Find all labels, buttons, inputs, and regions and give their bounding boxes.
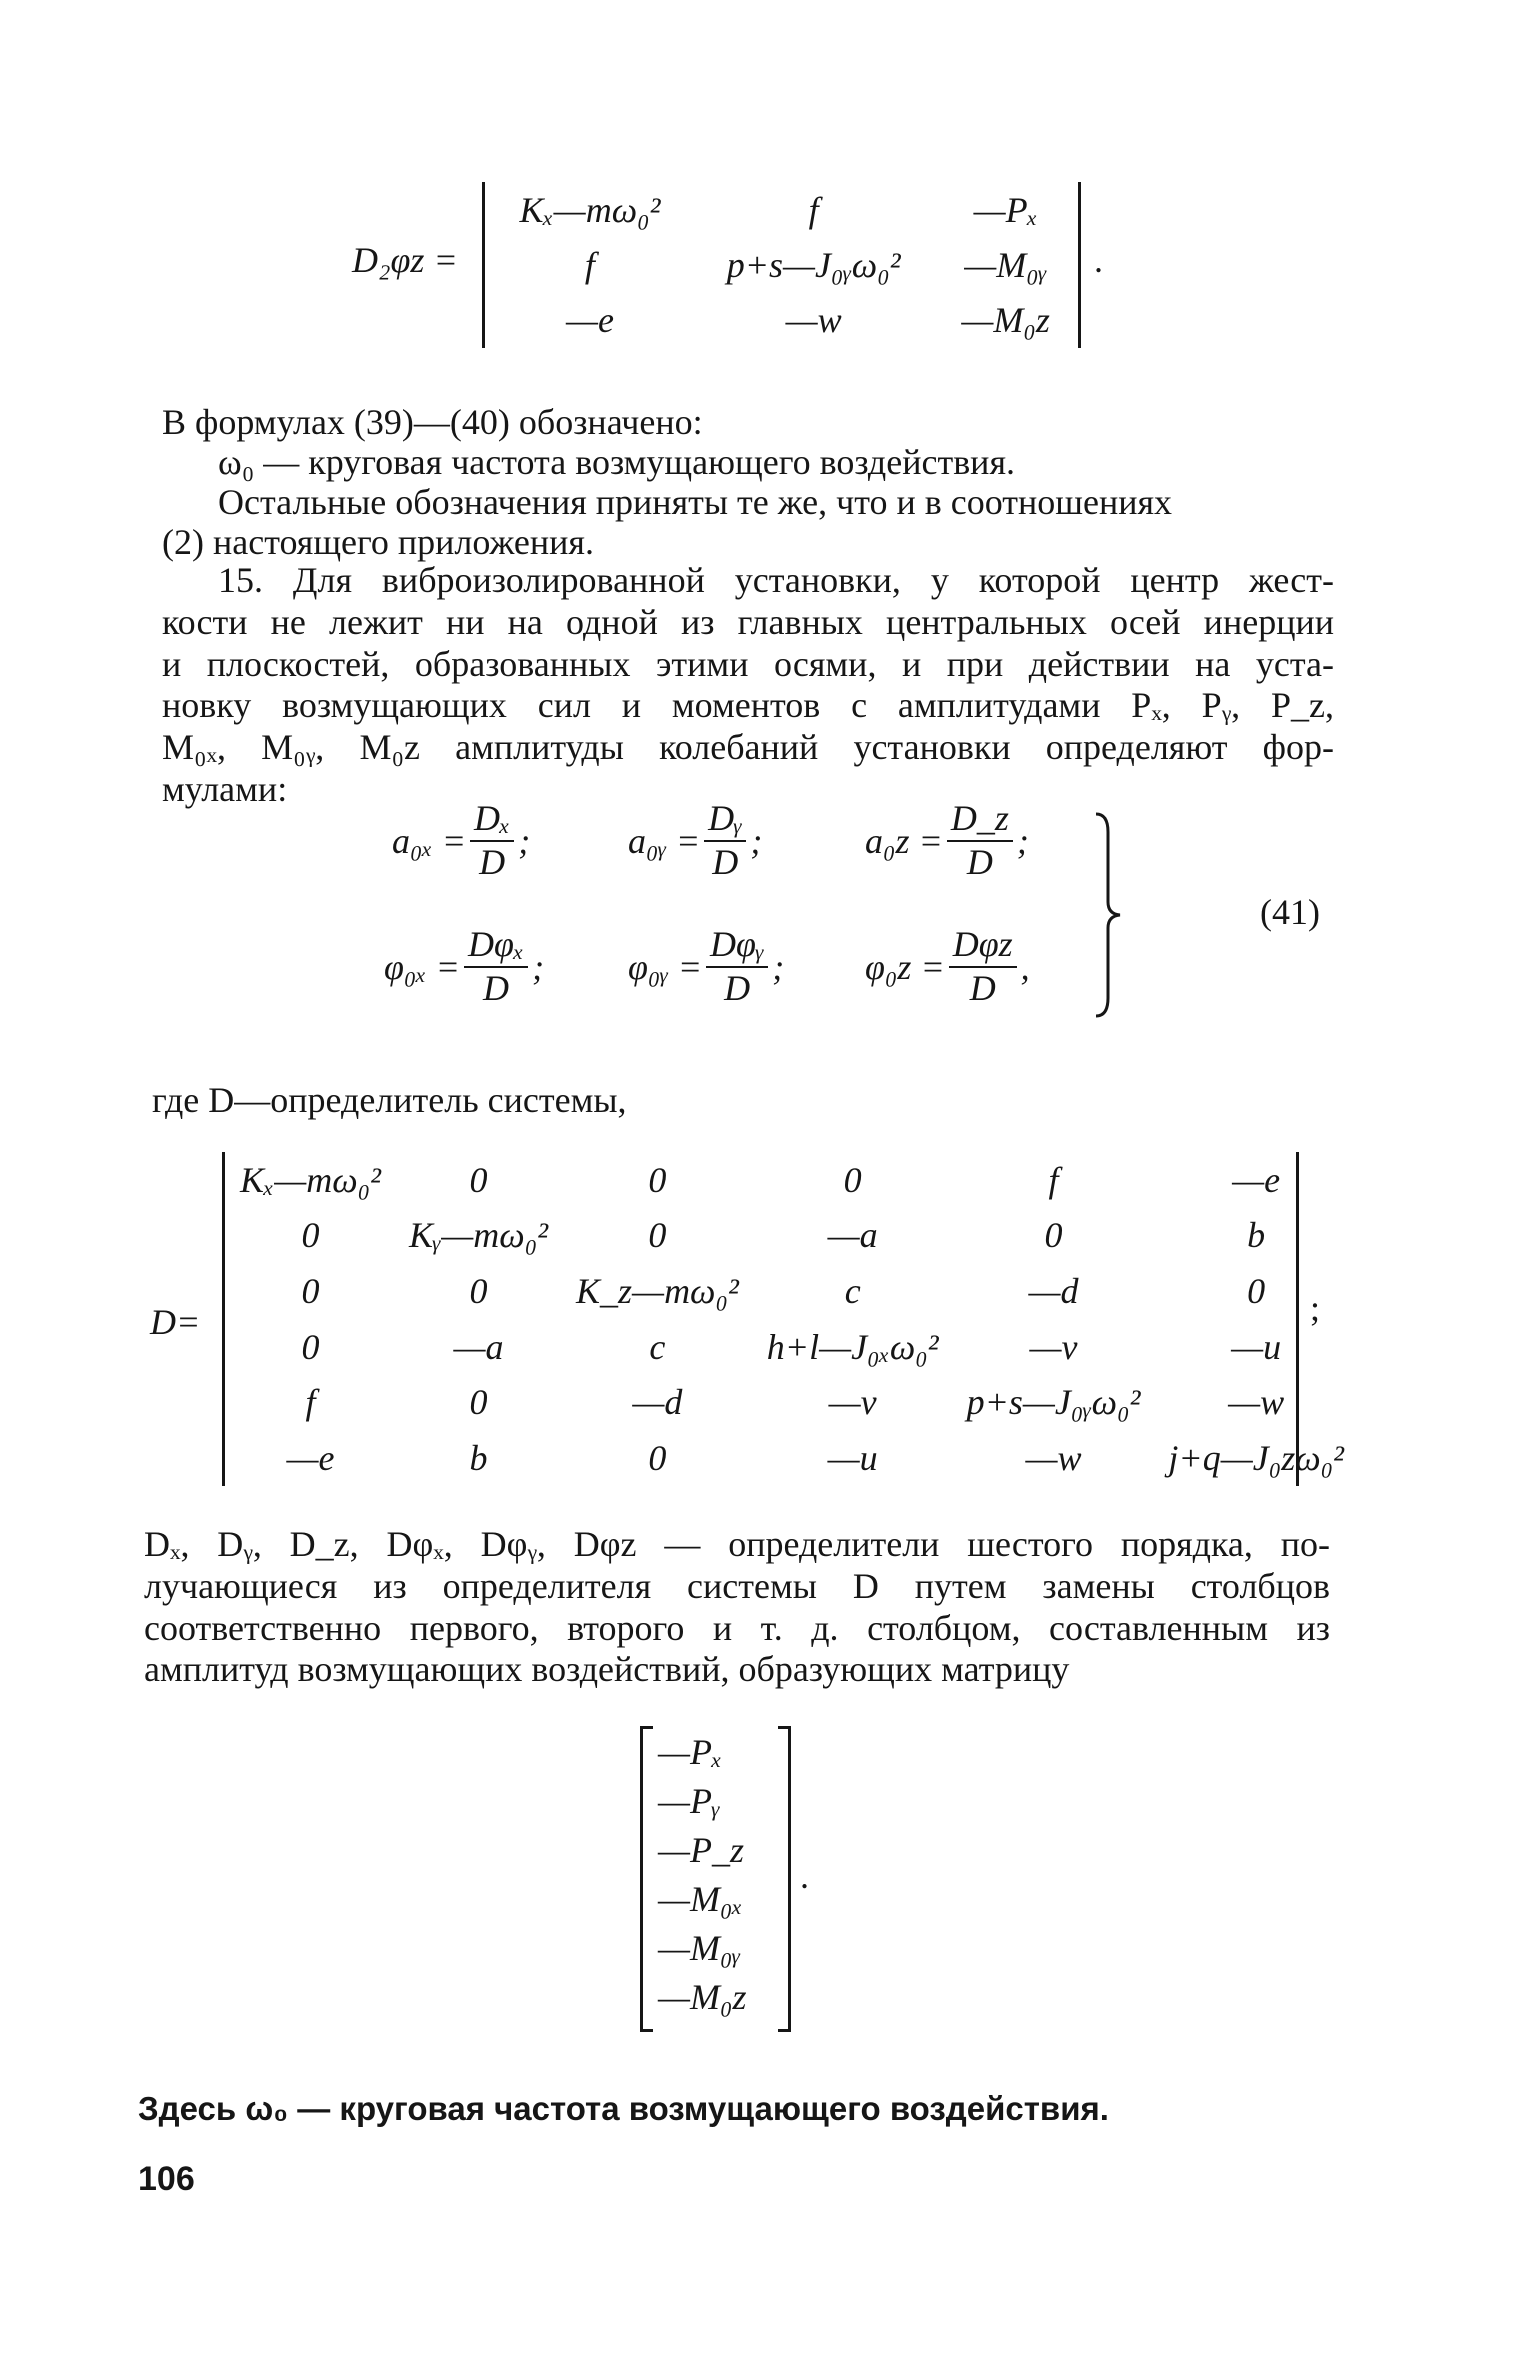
paragraph-line: Dₓ, Dᵧ, D_z, Dφₓ, Dφᵧ, Dφz — определители шестого порядка, по- [144,1524,1330,1564]
matrix-cell: —e [1232,1159,1281,1200]
matrix-cell: 0 [301,1326,320,1367]
matrix-d-lhs: D= [150,1302,201,1342]
paragraph-line: соответственно первого, второго и т. д. столбцом, составленным из [144,1607,1330,1648]
vector-left-bracket [640,1726,653,2032]
matrix-row [226,1430,1358,1486]
matrix-cell: 0 [648,1159,667,1200]
matrix-cell: K_z—mω₀² [576,1271,739,1312]
matrix-cell: —w [1228,1382,1285,1423]
matrix-cell: —w [785,300,842,341]
vector-item: —Pₓ [658,1732,723,1772]
matrix-cell: f [305,1382,316,1423]
d2phiz-trailing: . [1094,240,1103,280]
footnote: Здесь ω₀ — круговая частота возмущающего воздействия. [138,2090,1109,2127]
matrix-cell: —w [1025,1438,1082,1479]
matrix-cell: 0 [1247,1271,1266,1312]
where-line: где D—определитель системы, [152,1080,627,1120]
vector-item: —M₀ᵧ [658,1928,741,1968]
matrix-cell: —u [827,1438,878,1479]
matrix-cell: b [1247,1215,1266,1256]
matrix-cell: —a [453,1326,504,1367]
matrix-cell: 0 [1044,1215,1063,1256]
matrix-row [488,182,1076,237]
formula-41-brace [1090,810,1130,1020]
formula-a0z: a₀z = $\frac{D\_z}{D}$ ; [865,798,1029,882]
matrix-cell: Kₓ—mω₀² [519,189,661,230]
formula-41-label: (41) [1260,892,1320,932]
matrix-cell: p+s—J₀ᵧω₀² [726,244,901,285]
paragraph-line: мулами: [162,768,288,809]
matrix-cell: Kₓ—mω₀² [240,1159,381,1200]
text-line: Остальные обозначения приняты те же, что и в соотношениях [218,482,1173,522]
matrix-cell: —d [632,1382,683,1423]
formula-phi0y: φ₀ᵧ = $\frac{\text{Dφᵧ}}{D}$ ; [628,924,785,1008]
vector-item: —M₀z [658,1977,747,2017]
text-line: В формулах (39)—(40) обозначено: [162,402,703,442]
matrix-cell: 0 [469,1159,488,1200]
matrix-row [226,1319,1358,1375]
matrix-cell: 0 [648,1215,667,1256]
matrix-d-left-bar [222,1152,225,1486]
matrix-cell: p+s—J₀ᵧω₀² [966,1382,1141,1423]
paragraph-15 [162,560,1334,811]
matrix-cell: f [808,189,819,230]
matrix-cell: 0 [843,1159,862,1200]
vector-item: —M₀ₓ [658,1879,743,1919]
column-vector [658,1728,776,2022]
d2phiz-left-bar [482,182,485,348]
matrix-row [226,1263,1358,1319]
formula-41 [380,800,1100,1040]
paragraph-line: и плоскостей, образованных этими осями, и при действии на уста- [162,643,1334,684]
matrix-cell: f [1048,1159,1059,1200]
vector-item: —Pᵧ [658,1781,721,1821]
matrix-cell: 0 [469,1271,488,1312]
matrix-cell: 0 [301,1215,320,1256]
paragraph-line: лучающиеся из определителя системы D путем замены столбцов [144,1565,1330,1606]
matrix-cell: Kᵧ—mω₀² [408,1215,549,1256]
formula-phi0z: φ₀z = $\frac{\text{Dφz}}{D}$ , [865,924,1030,1008]
matrix-cell: —v [1029,1326,1078,1367]
d2phiz-matrix [488,182,1076,348]
paragraph-line: 15. Для виброизолированной установки, у которой центр жест- [218,560,1334,600]
matrix-cell: h+l—J₀ₓω₀² [766,1326,939,1367]
matrix-d [226,1152,1358,1486]
matrix-cell: —M₀ᵧ [964,244,1048,285]
matrix-cell: —v [828,1382,877,1423]
page-number: 106 [138,2160,195,2198]
matrix-cell: 0 [648,1438,667,1479]
paragraph-line: M₀ₓ, M₀ᵧ, M₀z амплитуды колебаний установки определяют фор- [162,727,1334,767]
matrix-cell: —Pₓ [973,189,1038,230]
matrix-cell: —d [1028,1271,1079,1312]
matrix-row [226,1152,1358,1208]
matrix-cell: —e [286,1438,335,1479]
text-block-2 [144,1524,1330,1691]
matrix-cell: b [469,1438,488,1479]
paragraph-line: новку возмущающих сил и моментов с амплитудами Pₓ, Pᵧ, P_z, [162,685,1334,726]
matrix-cell: j+q—J₀zω₀² [1168,1438,1344,1479]
matrix-cell: —a [827,1215,878,1256]
matrix-cell: 0 [469,1382,488,1423]
matrix-cell: c [649,1326,666,1367]
formula-phi0x: φ₀ₓ = $\frac{\text{Dφₓ}}{D}$ ; [384,924,545,1008]
formula-a0y: a₀ᵧ = $\frac{\text{Dᵧ}}{D}$ ; [628,798,763,882]
matrix-cell: c [844,1271,861,1312]
matrix-cell: —e [565,300,614,341]
matrix-row [488,237,1076,292]
matrix-row [226,1375,1358,1431]
matrix-d-trailing: ; [1310,1288,1321,1328]
vector-item: —P_z [658,1830,745,1870]
d2phiz-right-bar [1078,182,1081,348]
matrix-cell: —M₀z [961,300,1050,341]
vector-right-bracket [778,1726,791,2032]
text-line: ω₀ — круговая частота возмущающего воздействия. [218,442,1016,482]
matrix-cell: —u [1231,1326,1282,1367]
paragraph-line: кости не лежит ни на одной из главных центральных осей инерции [162,601,1334,642]
vector-trailing: . [800,1856,809,1896]
paragraph-line: амплитуд возмущающих воздействий, образующих матрицу [144,1649,1070,1690]
matrix-row [488,293,1076,348]
matrix-cell: f [584,244,595,285]
d2phiz-lhs: D₂φz = [352,240,458,280]
formula-a0x: a₀ₓ = $\frac{\text{Dₓ}}{D}$ ; [392,798,531,882]
matrix-cell: 0 [301,1271,320,1312]
matrix-row [226,1208,1358,1264]
text-line: (2) настоящего приложения. [162,522,594,562]
